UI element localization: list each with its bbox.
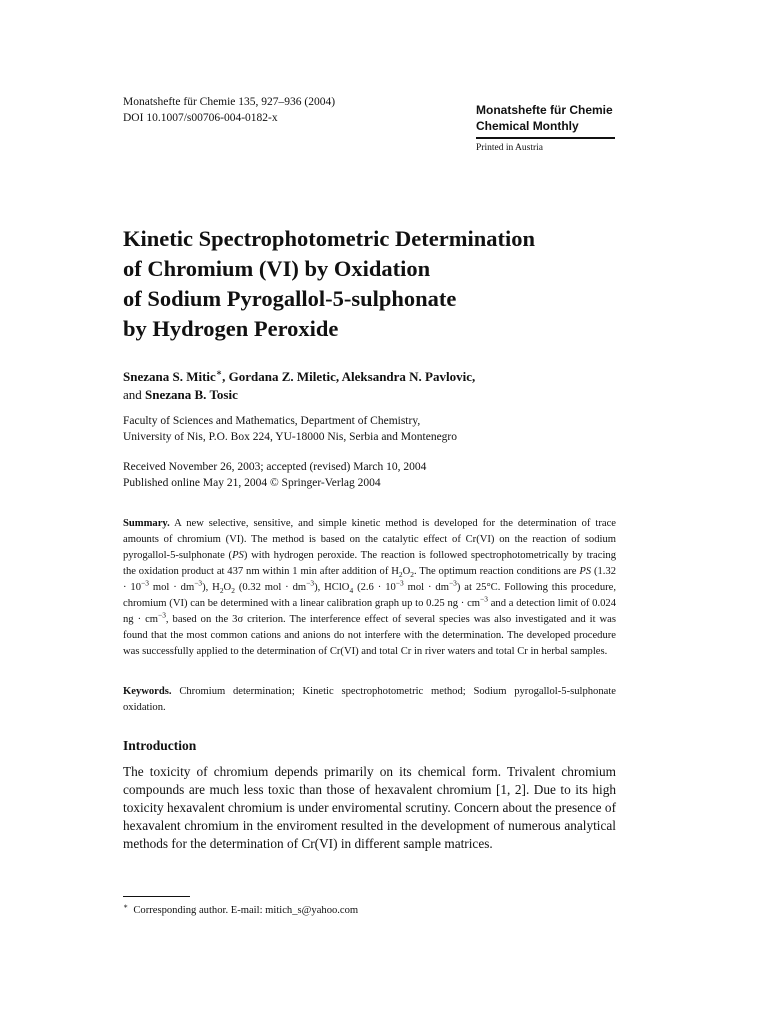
summary-text: (2.6 · 10 [353,582,396,593]
superscript: −3 [395,578,404,588]
affiliation-line: Faculty of Sciences and Mathematics, Department of Chemistry, [123,415,421,427]
journal-brand-name: Monatshefte für Chemie [476,103,613,117]
subscript: 2 [219,586,224,596]
summary-text: (0.32 mol · dm [234,582,307,593]
title-line: by Hydrogen Peroxide [123,316,339,341]
summary-text: mol · dm [148,582,195,593]
subscript: 4 [349,586,354,596]
summary-text: . The optimum reaction conditions are [413,566,580,577]
journal-citation: Monatshefte für Chemie 135, 927–936 (2004) [123,96,336,108]
footnote [123,903,358,919]
summary-label: Summary. [123,518,170,529]
author-name: Snezana S. Mitic [123,369,216,384]
title-line: of Chromium (VI) by Oxidation [123,256,431,281]
introduction-paragraph: The toxicity of chromium depends primarily on its chemical form. Trivalent chromium compounds are much less toxic than those of hexavalent chromium [1, 2]. Due to its high toxicity hexavalent chromium is under enviromental scrutiny. Concern about the presence of hexavalent chromium in the enviroment resulted in the development of numerous analytical methods for the determination of Cr(VI) in different sample matrices. [123,764,616,851]
author-list [123,368,623,404]
affiliation-line: University of Nis, P.O. Box 224, YU-18000 Nis, Serbia and Montenegro [123,431,458,443]
subscript: 2 [231,586,235,596]
received-date: Received November 26, 2003; accepted (revised) March 10, 2004 [123,461,427,473]
summary-text: mol · dm [403,582,449,593]
superscript: −3 [306,578,315,588]
author-conjunction: and [123,387,146,402]
article-title [123,224,623,344]
title-line: of Sodium Pyrogallol-5-sulphonate [123,286,457,311]
author-names: , Gordana Z. Miletic, Aleksandra N. Pavlovic, [222,369,476,384]
section-heading-introduction: Introduction [123,738,197,753]
keywords-text: Chromium determination; Kinetic spectrophotometric method; Sodium pyrogallol-5-sulphonate oxidation. [123,686,616,713]
corresponding-author-mark: ∗ [215,367,223,378]
superscript: −3 [448,578,457,588]
keywords-label: Keywords. [123,686,172,697]
summary-text: (1.32 · 10 [123,566,617,593]
summary-text: ) at 25°C. Following this procedure, chromium (VI) can be determined with a linear calibration graph up to 0.25 ng · cm [123,582,616,609]
summary-abbrev: PS [232,550,244,561]
footnote-text: Corresponding author. E-mail: mitich_s@yahoo.com [133,905,359,916]
affiliation [123,413,623,445]
journal-brand-block [476,102,615,155]
footnote-divider [123,896,190,897]
summary-abbrev: PS [579,566,592,577]
superscript: −3 [158,610,166,620]
journal-citation-block [123,94,335,126]
footnote-mark: ∗ [123,901,129,911]
summary-text: O [402,566,411,577]
printed-in: Printed in Austria [476,142,544,153]
superscript: −3 [141,578,149,588]
subscript: 2 [398,570,403,580]
keywords-paragraph [123,684,616,716]
author-name: Snezana B. Tosic [145,387,238,402]
summary-text: , based on the 3σ criterion. The interference effect of several species was also investigated and it was found that the most common cations and anions do not interfere with the determination. The developed procedure was successfully applied to the determination of Cr(VI) and total Cr in river waters and total Cr in herbal samples. [123,614,616,657]
summary-text: ), HClO [314,582,350,593]
summary-paragraph [123,516,616,660]
summary-text: O [223,582,232,593]
brand-divider [476,137,615,139]
summary-text: ) with hydrogen peroxide. The reaction is followed spectrophotometrically by tracing the oxidation product at 437 nm within 1 min after addition of H [123,550,616,577]
published-date: Published online May 21, 2004 © Springer-Verlag 2004 [123,477,381,489]
article-dates [123,459,623,491]
title-line: Kinetic Spectrophotometric Determination [123,226,535,251]
summary-text: A new selective, sensitive, and simple kinetic method is developed for the determination of trace amounts of chromium (VI). The method is based on the catalytic effect of Cr(VI) on the reaction of sodium pyrogallol-5-sulphonate ( [123,518,616,561]
journal-doi: DOI 10.1007/s00706-004-0182-x [123,112,278,124]
summary-text: ), H [202,582,220,593]
journal-brand-subtitle: Chemical Monthly [476,119,579,133]
subscript: 2 [410,570,414,580]
summary-text: and a detection limit of 0.024 ng · cm [123,598,616,625]
superscript: −3 [194,578,203,588]
superscript: −3 [480,594,488,604]
